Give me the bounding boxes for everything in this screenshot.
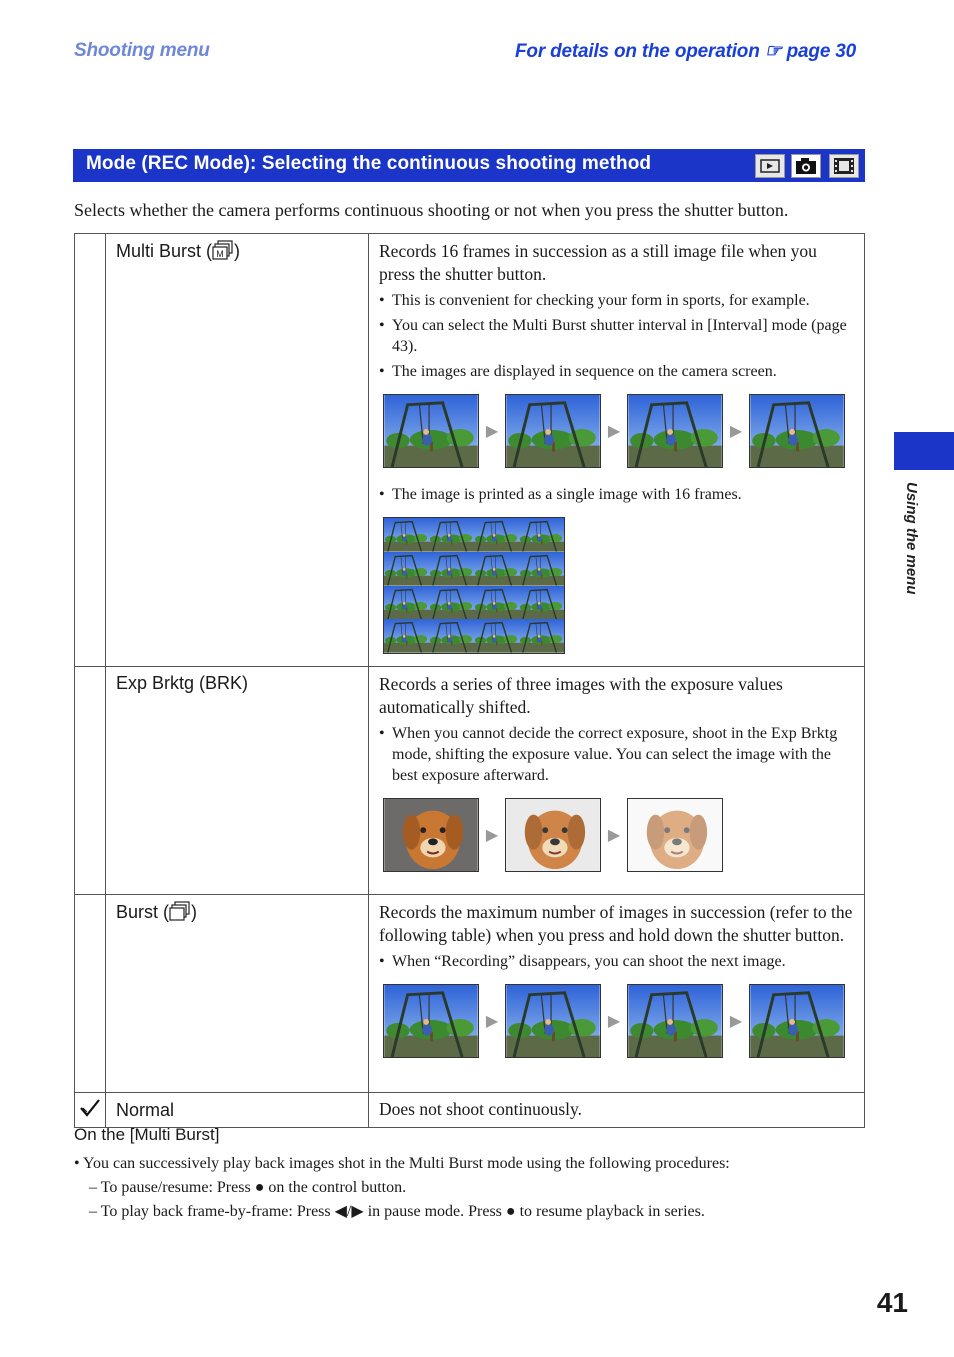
option-description-cell <box>369 234 865 667</box>
details-reference <box>515 40 856 63</box>
option-row-multi-burst[interactable] <box>75 234 865 667</box>
chapter-label: Using the menu <box>903 482 920 595</box>
camera-icon <box>791 154 821 178</box>
next-arrow-icon: ▶ <box>729 1012 743 1030</box>
default-mark-cell <box>75 1093 106 1128</box>
frame-thumbnail <box>519 518 564 552</box>
default-mark-cell <box>75 895 106 1093</box>
sixteen-frame-print <box>383 517 565 654</box>
chapter-tab <box>894 432 954 470</box>
notes-bullet: You can successively play back images shot in the Multi Burst mode using the following procedures: <box>83 1155 730 1172</box>
pointing-hand-icon: ☞ <box>764 41 782 62</box>
option-bullet: • You can select the Multi Burst shutter interval in [Interval] mode (page 43). <box>379 315 856 357</box>
dog-photo-dark <box>383 798 479 872</box>
next-arrow-icon: ▶ <box>485 422 499 440</box>
frame-thumbnail <box>384 518 429 552</box>
option-description-cell <box>369 895 865 1093</box>
option-label-cell <box>106 1093 369 1128</box>
next-arrow-icon: ▶ <box>729 422 743 440</box>
swing-photo <box>383 394 479 468</box>
notes-heading: On the [Multi Burst] <box>74 1125 220 1144</box>
frame-thumbnail <box>474 552 519 586</box>
sequence-thumbnails <box>383 394 856 468</box>
option-bullet: • The images are displayed in sequence on the camera screen. <box>379 361 856 382</box>
details-prefix: For details on the operation <box>515 41 760 62</box>
mode-options-table <box>74 233 865 1128</box>
next-arrow-icon: ▶ <box>607 1012 621 1030</box>
frame-thumbnail <box>384 586 429 620</box>
default-mark-cell <box>75 667 106 895</box>
svg-text:M: M <box>216 249 224 259</box>
page-number: 41 <box>876 1287 908 1318</box>
option-label: Exp Brktg (BRK) <box>116 673 249 693</box>
swing-photo <box>383 984 479 1058</box>
center-button-icon: ● <box>254 1179 265 1196</box>
frame-thumbnail <box>384 552 429 586</box>
section-title: Shooting menu <box>74 40 210 61</box>
left-right-arrows-icon: ◀/▶ <box>334 1203 364 1220</box>
next-arrow-icon: ▶ <box>607 826 621 844</box>
swing-photo <box>749 394 845 468</box>
frame-thumbnail <box>474 518 519 552</box>
dog-photo-bright <box>627 798 723 872</box>
intro-text: Selects whether the camera performs continuous shooting or not when you press the shutter button. <box>74 200 789 220</box>
dog-photo-normal <box>505 798 601 872</box>
next-arrow-icon: ▶ <box>485 1012 499 1030</box>
next-arrow-icon: ▶ <box>485 826 499 844</box>
option-label-suffix: ) <box>191 902 198 922</box>
frame-thumbnail <box>384 619 429 653</box>
option-description: Records 16 frames in succession as a still image file when you press the shutter button. <box>379 241 817 284</box>
option-label-cell <box>106 234 369 667</box>
burst-thumbnails <box>383 984 856 1058</box>
option-description-cell <box>369 667 865 895</box>
frame-thumbnail <box>519 619 564 653</box>
notes-step: – To play back frame-by-frame: Press ◀/▶ in pause mode. Press ● to resume playback in series. <box>89 1203 705 1220</box>
option-description: Records the maximum number of images in succession (refer to the following table) when you press and hold down the shutter button. <box>379 902 853 945</box>
option-label-suffix: ) <box>234 241 241 261</box>
next-arrow-icon: ▶ <box>607 422 621 440</box>
swing-photo <box>749 984 845 1058</box>
swing-photo <box>627 984 723 1058</box>
frame-thumbnail <box>474 586 519 620</box>
option-bullet: • When you cannot decide the correct exposure, shoot in the Exp Brktg mode, shifting the exposure value. You can select the image with the best exposure afterward. <box>379 723 856 786</box>
option-row-normal[interactable] <box>75 1093 865 1128</box>
exposure-thumbnails <box>383 798 856 872</box>
option-label-cell <box>106 895 369 1093</box>
frame-thumbnail <box>429 552 474 586</box>
frame-thumbnail <box>429 619 474 653</box>
option-bullet: • The image is printed as a single image with 16 frames. <box>379 484 856 505</box>
swing-photo <box>505 984 601 1058</box>
option-label: Burst ( <box>116 902 170 922</box>
option-bullet: • This is convenient for checking your form in sports, for example. <box>379 290 856 311</box>
option-row-exp-brktg[interactable] <box>75 667 865 895</box>
option-label-cell <box>106 667 369 895</box>
details-page-link[interactable]: page 30 <box>786 41 856 62</box>
frame-thumbnail <box>519 552 564 586</box>
frame-thumbnail <box>429 586 474 620</box>
swing-photo <box>627 394 723 468</box>
option-description-cell <box>369 1093 865 1128</box>
burst-icon <box>169 901 191 926</box>
option-bullet: • When “Recording” disappears, you can shoot the next image. <box>379 951 856 972</box>
swing-photo <box>505 394 601 468</box>
option-label: Multi Burst ( <box>116 241 213 261</box>
frame-thumbnail <box>474 619 519 653</box>
option-label: Normal <box>116 1099 175 1120</box>
banner-title: Mode (REC Mode): Selecting the continuous shooting method <box>86 153 652 174</box>
movie-icon <box>829 154 859 178</box>
frame-thumbnail <box>519 586 564 620</box>
playback-icon <box>755 154 785 178</box>
checkmark-icon <box>79 1105 101 1122</box>
option-row-burst[interactable] <box>75 895 865 1093</box>
multi-burst-icon <box>212 240 234 265</box>
option-description: Records a series of three images with the exposure values automatically shifted. <box>379 674 783 717</box>
center-button-icon: ● <box>505 1203 516 1220</box>
notes-body: • You can successively play back images shot in the Multi Burst mode using the following procedures: – To pause/resume: Press ● on the control button. – To play back frame-by-frame: Press ◀/▶ in pause mode. Press ● to resume playback in series. <box>74 1152 730 1224</box>
notes-step: – To pause/resume: Press ● on the control button. <box>89 1179 407 1196</box>
frame-thumbnail <box>429 518 474 552</box>
default-mark-cell <box>75 234 106 667</box>
option-description: Does not shoot continuously. <box>379 1098 583 1119</box>
